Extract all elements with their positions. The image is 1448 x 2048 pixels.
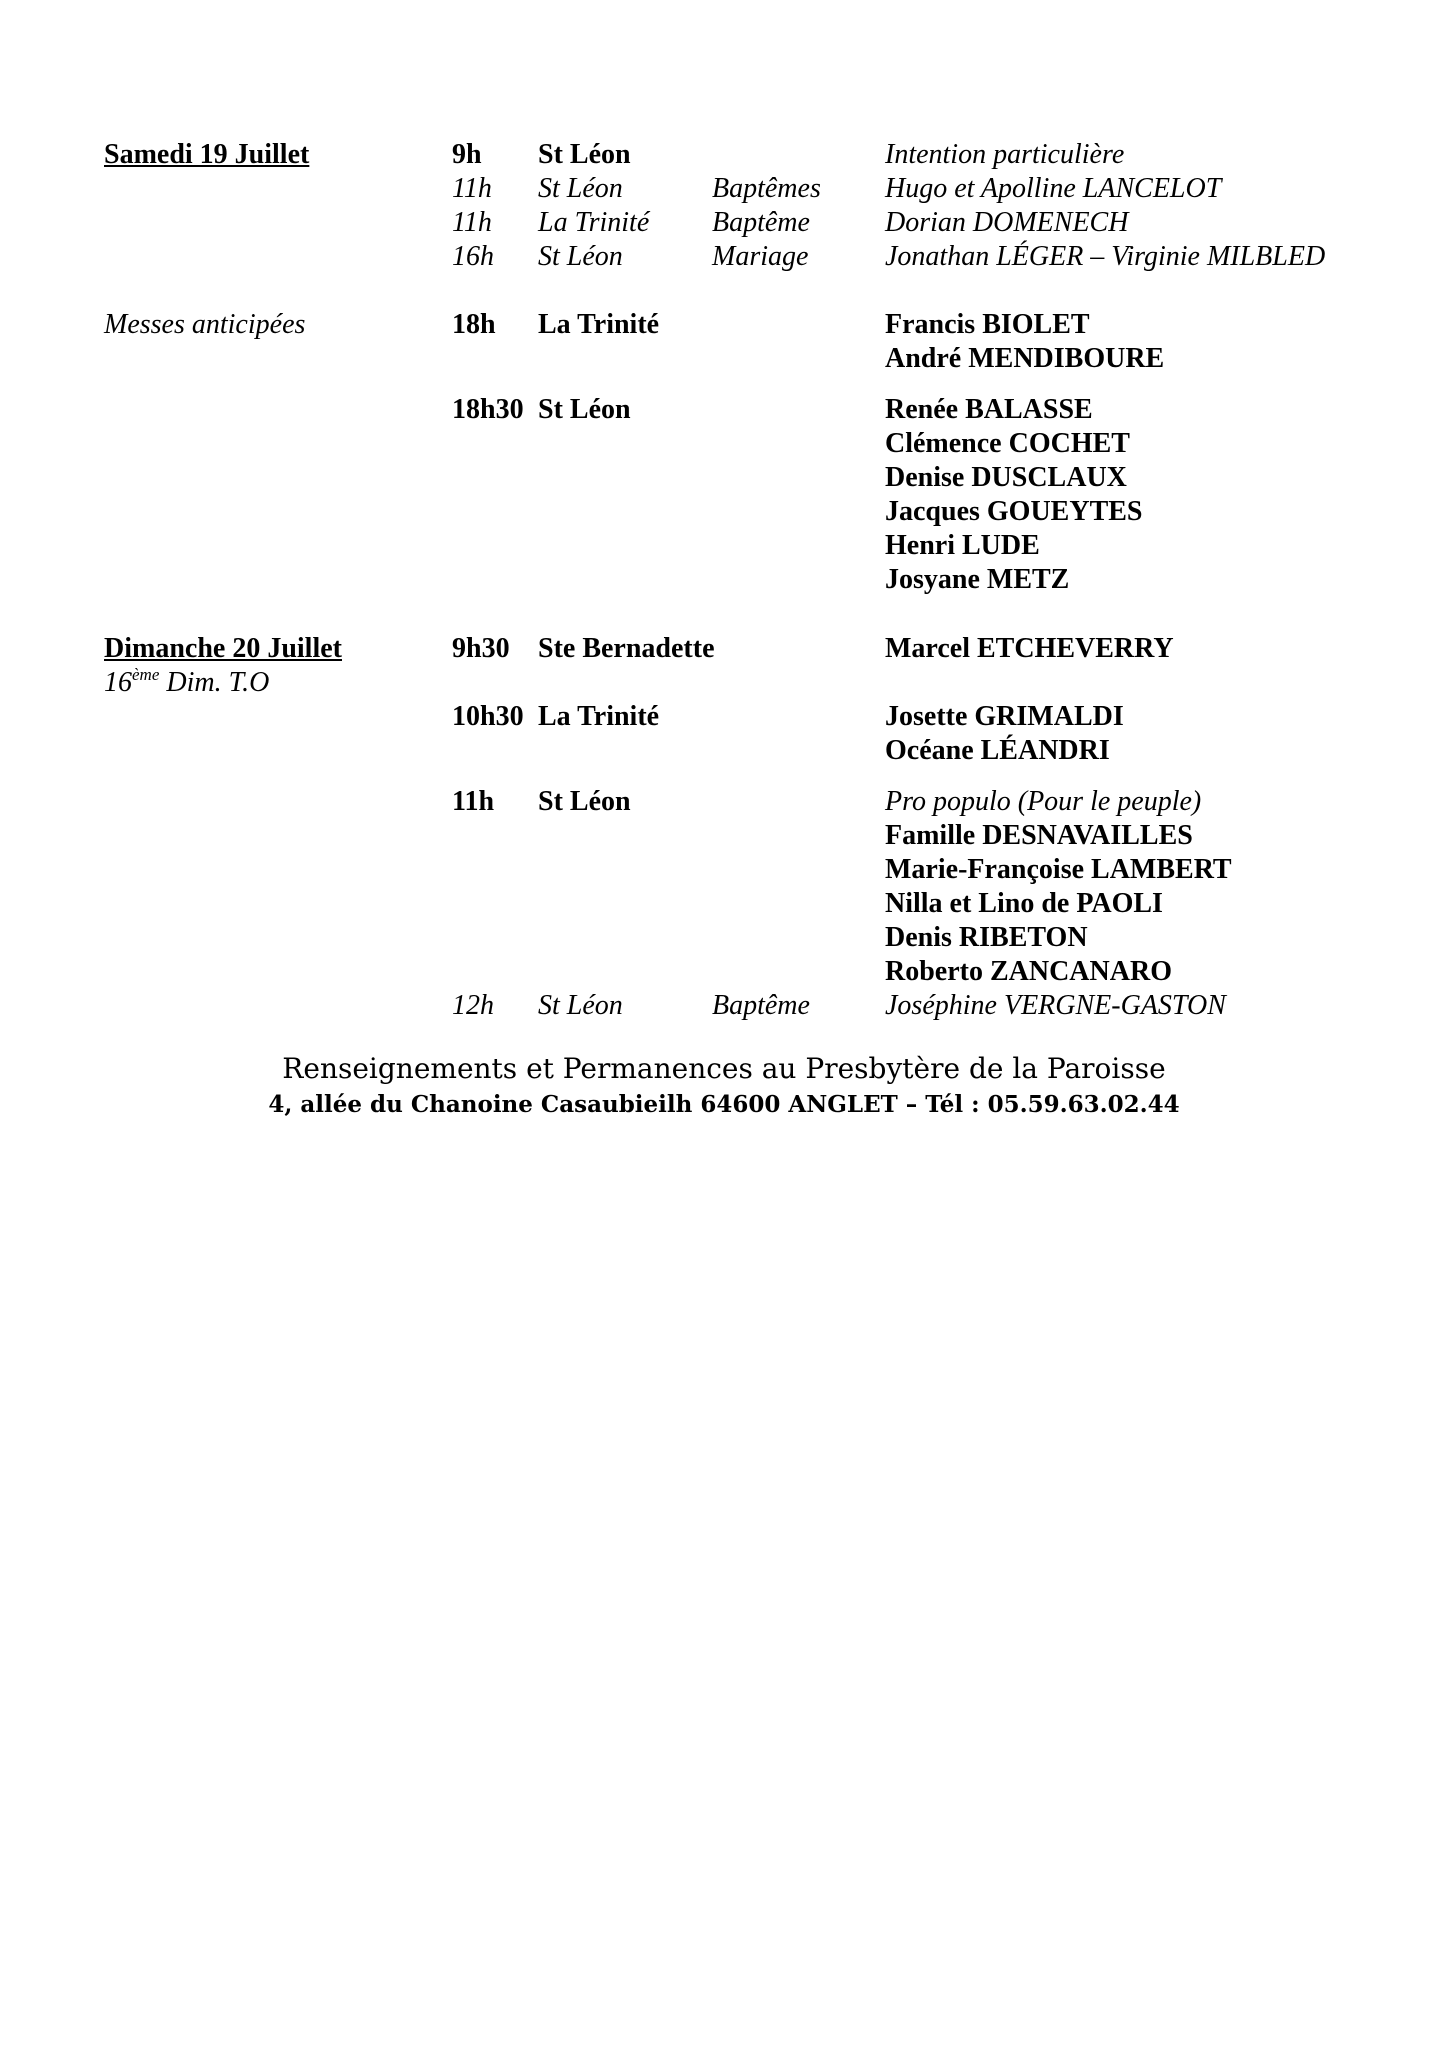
intention-name: Marie-Françoise LAMBERT — [885, 854, 1232, 885]
mass-time: 9h30 — [452, 633, 510, 664]
footer-title: Renseignements et Permanences au Presbytère de la Paroisse — [282, 1052, 1166, 1085]
event-name: Dorian DOMENECH — [885, 207, 1129, 238]
mass-time: 9h — [452, 139, 482, 170]
mass-intention: Intention particulière — [885, 139, 1125, 170]
mass-time: 11h — [452, 786, 495, 817]
intention-name: Henri LUDE — [885, 530, 1040, 561]
event-time: 11h — [452, 173, 492, 204]
intention-name: Denis RIBETON — [885, 922, 1088, 953]
event-name: Jonathan LÉGER – Virginie MILBLED — [885, 241, 1326, 272]
intention-name: Océane LÉANDRI — [885, 735, 1110, 766]
event-name: Joséphine VERGNE-GASTON — [885, 990, 1226, 1021]
footer-address: 4, allée du Chanoine Casaubieilh 64600 ANGLET – Tél : 05.59.63.02.44 — [268, 1091, 1180, 1118]
intention-name: Marcel ETCHEVERRY — [885, 633, 1174, 664]
event-type: Baptême — [712, 207, 810, 238]
intention-name: Clémence COCHET — [885, 428, 1130, 459]
intention-name: Josette GRIMALDI — [885, 701, 1124, 732]
intention-name: André MENDIBOURE — [885, 343, 1165, 374]
event-place: St Léon — [538, 173, 623, 204]
event-type: Mariage — [712, 241, 809, 272]
event-place: La Trinité — [538, 207, 650, 238]
intention-name: Jacques GOUEYTES — [885, 496, 1143, 527]
intention-name: Josyane METZ — [885, 564, 1070, 595]
mass-intro: Pro populo (Pour le peuple) — [885, 786, 1202, 817]
intention-name: Nilla et Lino de PAOLI — [885, 888, 1163, 919]
sunday-heading: Dimanche 20 Juillet — [104, 633, 342, 664]
intention-name: Denise DUSCLAUX — [885, 462, 1127, 493]
mass-place: St Léon — [538, 394, 631, 425]
mass-place: La Trinité — [538, 701, 660, 732]
mass-time: 18h — [452, 309, 496, 340]
event-place: St Léon — [538, 241, 623, 272]
event-type: Baptêmes — [712, 173, 821, 204]
mass-time: 18h30 — [452, 394, 524, 425]
event-time: 11h — [452, 207, 492, 238]
mass-place: St Léon — [538, 139, 631, 170]
event-name: Hugo et Apolline LANCELOT — [885, 173, 1222, 204]
anticipated-label: Messes anticipées — [104, 309, 306, 340]
intention-name: Famille DESNAVAILLES — [885, 820, 1193, 851]
event-place: St Léon — [538, 990, 623, 1021]
intention-name: Roberto ZANCANARO — [885, 956, 1172, 987]
mass-place: St Léon — [538, 786, 631, 817]
intention-name: Renée BALASSE — [885, 394, 1093, 425]
mass-time: 10h30 — [452, 701, 524, 732]
mass-place: La Trinité — [538, 309, 660, 340]
intention-name: Francis BIOLET — [885, 309, 1090, 340]
sunday-subtitle: 16ème Dim. T.O — [104, 665, 270, 698]
mass-place: Ste Bernadette — [538, 633, 715, 664]
event-time: 16h — [452, 241, 494, 272]
saturday-heading: Samedi 19 Juillet — [104, 139, 310, 170]
event-time: 12h — [452, 990, 494, 1021]
event-type: Baptême — [712, 990, 810, 1021]
